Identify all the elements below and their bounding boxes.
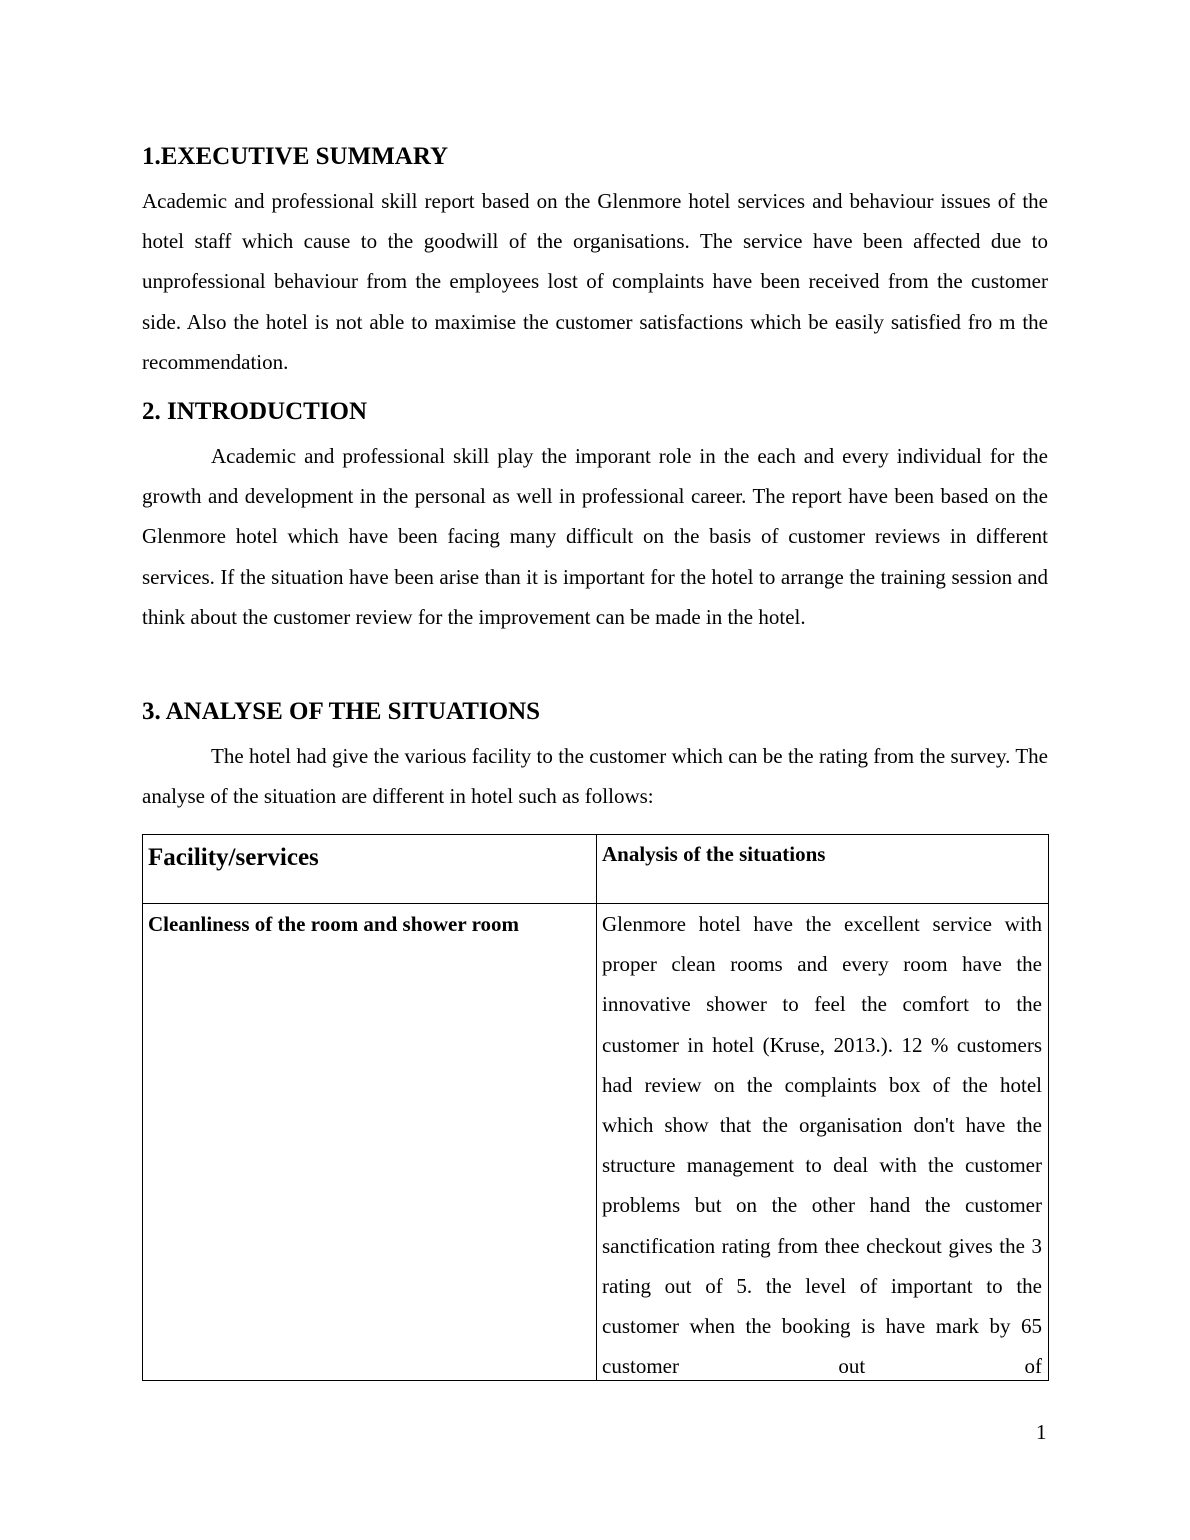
analysis-table [142, 834, 1049, 1381]
introduction-heading: 2. INTRODUCTION [142, 398, 368, 425]
table-header-row [143, 835, 1049, 904]
executive-summary-heading: 1.EXECUTIVE SUMMARY [142, 143, 449, 170]
analysis-intro-paragraph: The hotel had give the various facility to the customer which can be the rating from the survey. The analyse of the situation are different in hotel such as follows: [142, 744, 1048, 809]
analysis-column-header: Analysis of the situations [602, 842, 826, 866]
table-header-cell [143, 835, 597, 904]
table-cell [597, 904, 1049, 1381]
analysis-heading: 3. ANALYSE OF THE SITUATIONS [142, 698, 541, 725]
facility-column-header: Facility/services [148, 844, 319, 871]
table-header-cell [597, 835, 1049, 904]
executive-summary-paragraph: Academic and professional skill report based on the Glenmore hotel services and behaviour issues of the hotel staff which cause to the goodwill of the organisations. The service have been affected due to unprofessional behaviour from the employees lost of complaints have been received from the customer side. Also the hotel is not able to maximise the customer satisfactions which be easily satisfied fro m the recommendation. [142, 189, 1048, 374]
facility-name: Cleanliness of the room and shower room [148, 912, 520, 936]
page-number: 1 [1036, 1420, 1047, 1444]
table-cell [143, 904, 597, 1381]
table-row [143, 904, 1049, 1381]
introduction-paragraph: Academic and professional skill play the imporant role in the each and every individual for the growth and development in the personal as well in professional career. The report have been based on the Glenmore hotel which have been facing many difficult on the basis of customer reviews in different services. If the situation have been arise than it is important for the hotel to arrange the training session and think about the customer review for the improvement can be made in the hotel. [142, 444, 1048, 629]
facility-analysis-text: Glenmore hotel have the excellent service with proper clean rooms and every room have the innovative shower to feel the comfort to the customer in hotel (Kruse, 2013.). 12 % customers had review on the complaints box of the hotel which show that the organisation don't have the structure management to deal with the customer problems but on the other hand the customer sanctification rating from thee checkout gives the 3 rating out of 5. the level of important to the customer when the booking is have mark by 65 customer out of [602, 912, 1042, 1379]
